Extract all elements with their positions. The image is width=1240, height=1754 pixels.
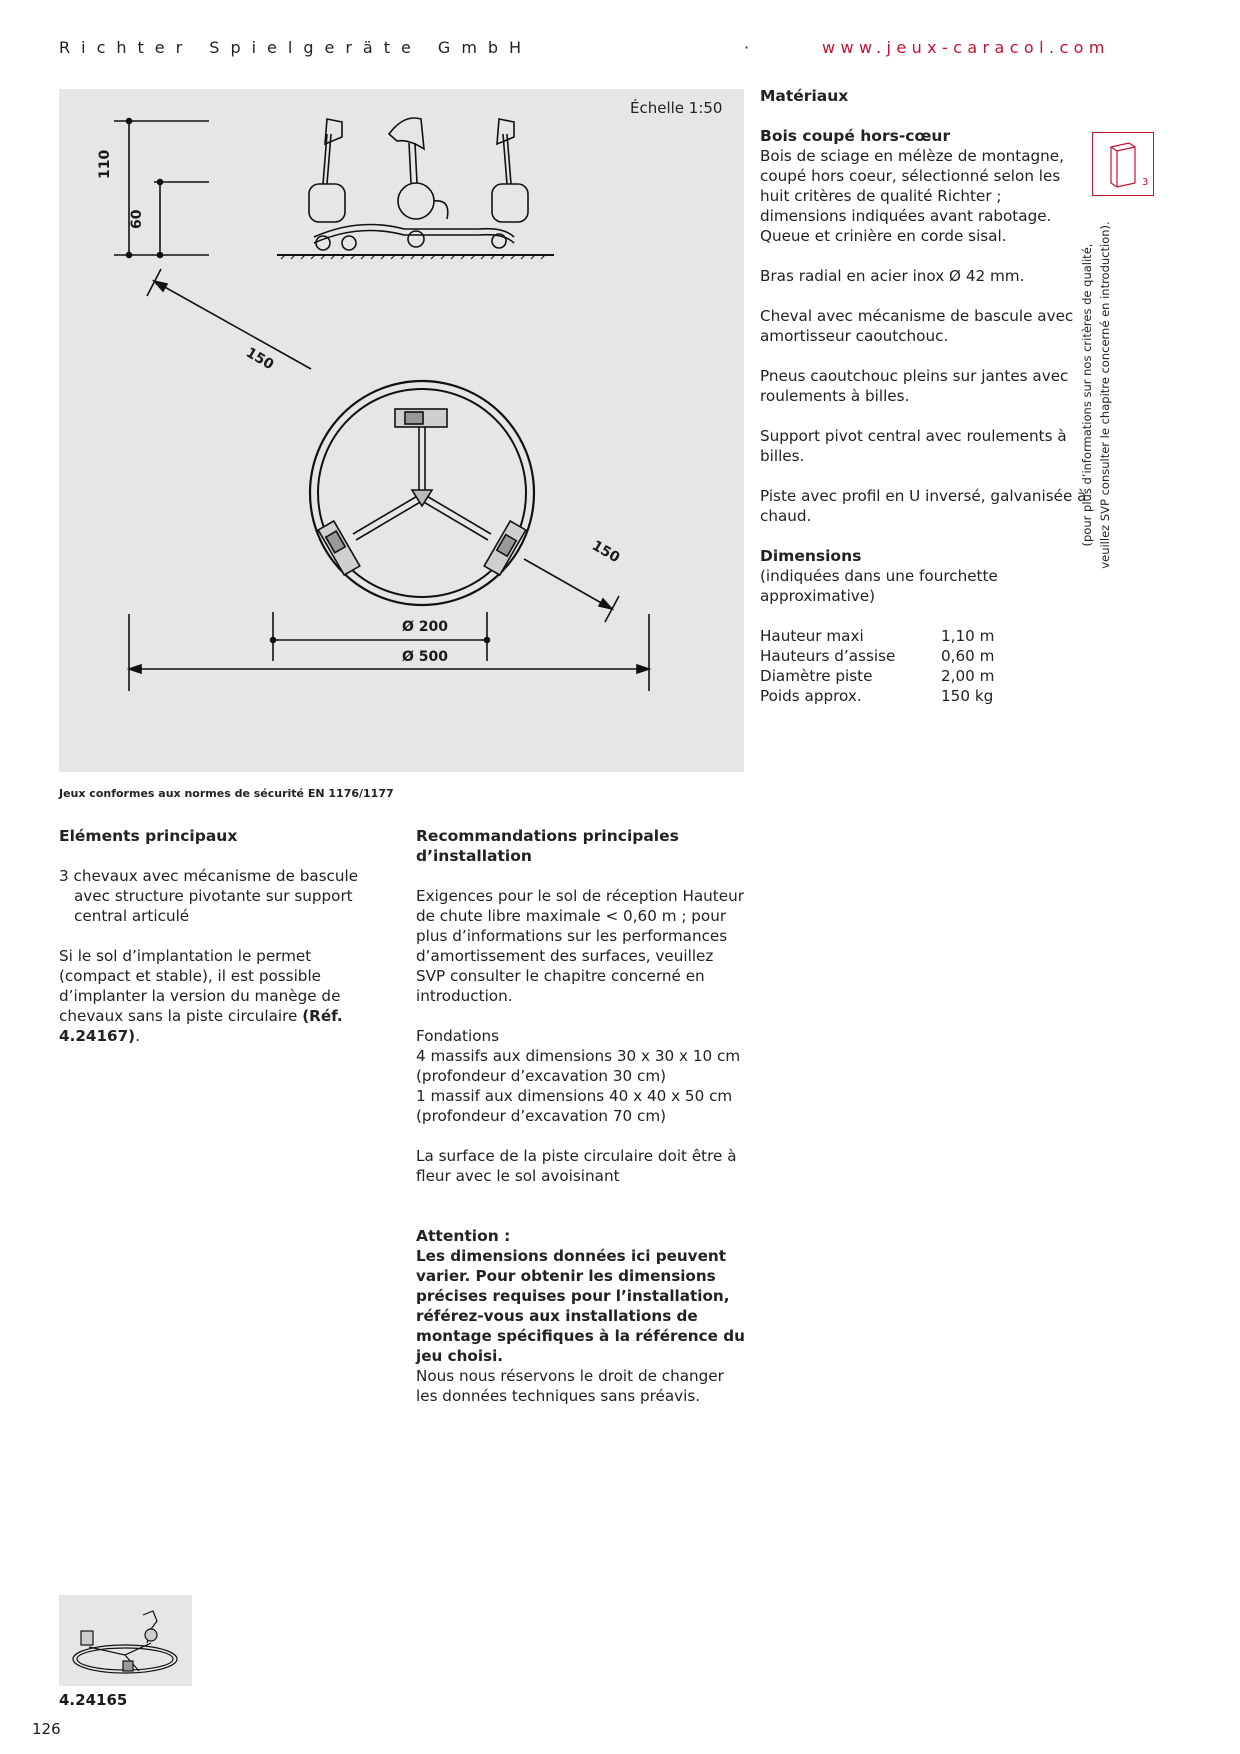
dim-radius-2: 150 (588, 537, 623, 567)
table-row (760, 646, 994, 666)
elements-item-line1: 3 chevaux avec mécanisme de bascule (59, 867, 359, 885)
install-title: Recommandations principales d’installation (416, 827, 679, 865)
dimension-label: Hauteur maxi (760, 627, 864, 645)
final-note: Nous nous réservons le droit de changer les données techniques sans préavis. (416, 1367, 724, 1405)
materials-paragraph: Bras radial en acier inox Ø 42 mm. (760, 267, 1025, 285)
materials-section (760, 86, 1090, 706)
quality-box-number: 3 (1142, 177, 1149, 188)
norm-line: Jeux conformes aux normes de sécurité EN 1176/1177 (59, 787, 394, 800)
scale-label: Échelle 1:50 (630, 99, 723, 117)
elements-text (59, 946, 369, 1046)
attention-text: Les dimensions données ici peuvent varier. Pour obtenir les dimensions précises requises pour l’installation, référez-vous aux installations de montage spécifiques à la référence du jeu choisi. (416, 1247, 745, 1365)
header-separator: · (744, 38, 761, 57)
materials-paragraph: Pneus caoutchouc pleins sur jantes avec roulements à billes. (760, 367, 1069, 405)
foundations-line: 4 massifs aux dimensions 30 x 30 x 10 cm (416, 1047, 741, 1065)
wood-title: Bois coupé hors-cœur (760, 127, 951, 145)
drawing-svg (59, 89, 744, 772)
elements-item-rest: avec structure pivotante sur support central articulé (74, 887, 353, 925)
table-row (760, 626, 994, 646)
dimensions-title: Dimensions (760, 547, 862, 565)
foundations-line: (profondeur d’excavation 70 cm) (416, 1107, 667, 1125)
dimension-value: 0,60 m (941, 647, 995, 665)
foundations-title: Fondations (416, 1027, 500, 1045)
dimension-value: 150 kg (941, 687, 994, 705)
elements-text-body: Si le sol d’implantation le permet (compact et stable), il est possible d’implanter la version du manège de chevaux sans la piste circulaire (59, 947, 341, 1025)
dimension-label: Diamètre piste (760, 667, 873, 685)
elements-section (59, 826, 369, 1046)
dim-outer-diameter: Ø 500 (402, 649, 448, 665)
header-company: Richter Spielgeräte GmbH (59, 38, 533, 57)
dim-height-seat: 60 (129, 209, 145, 229)
install-paragraph: La surface de la piste circulaire doit être à fleur avec le sol avoisinant (416, 1147, 737, 1185)
materials-paragraph: Piste avec profil en U inversé, galvanisée à chaud. (760, 487, 1087, 525)
foundations-line: 1 massif aux dimensions 40 x 40 x 50 cm (416, 1087, 733, 1105)
product-thumbnail (59, 1595, 192, 1686)
carousel-thumbnail-icon (59, 1595, 192, 1686)
elements-title: Eléments principaux (59, 827, 238, 845)
wood-text: Bois de sciage en mélèze de montagne, coupé hors coeur, sélectionné selon les huit critères de qualité Richter ; dimensions indiquées avant rabotage. Queue et crinière en corde sisal. (760, 147, 1064, 245)
elements-text-tail: . (135, 1027, 140, 1045)
dim-height-total: 110 (97, 149, 113, 179)
reference-link: (Réf. 4.24167) (59, 1007, 343, 1045)
dim-inner-diameter: Ø 200 (402, 619, 448, 635)
dimensions-subtitle: (indiquées dans une fourchette approximative) (760, 567, 998, 605)
dimensions-table (760, 626, 994, 706)
side-note-line2: veuillez SVP consulter le chapitre concerné en introduction). (1098, 221, 1112, 569)
dim-radius-1: 150 (242, 344, 277, 374)
page-number: 126 (32, 1720, 61, 1738)
materials-paragraph: Support pivot central avec roulements à billes. (760, 427, 1067, 465)
install-section (416, 826, 746, 1406)
product-reference: 4.24165 (59, 1691, 128, 1709)
header-url-link[interactable]: www.jeux-caracol.com (822, 38, 1110, 57)
table-row (760, 686, 994, 706)
materials-title: Matériaux (760, 87, 849, 105)
technical-drawing (59, 89, 744, 772)
dimension-value: 1,10 m (941, 627, 995, 645)
dimension-label: Poids approx. (760, 687, 862, 705)
side-note (1078, 125, 1122, 665)
table-row (760, 666, 994, 686)
dimension-label: Hauteurs d’assise (760, 647, 896, 665)
attention-title: Attention : (416, 1227, 511, 1245)
dimension-value: 2,00 m (941, 667, 995, 685)
side-note-line1: (pour plus d’informations sur nos critères de qualité, (1080, 243, 1094, 547)
foundations-line: (profondeur d’excavation 30 cm) (416, 1067, 667, 1085)
materials-paragraph: Cheval avec mécanisme de bascule avec amortisseur caoutchouc. (760, 307, 1074, 345)
install-paragraph: Exigences pour le sol de réception Hauteur de chute libre maximale < 0,60 m ; pour plus d’informations sur les performances d’amortissement des surfaces, veuillez SVP consulter le chapitre concerné en introduction. (416, 887, 744, 1005)
